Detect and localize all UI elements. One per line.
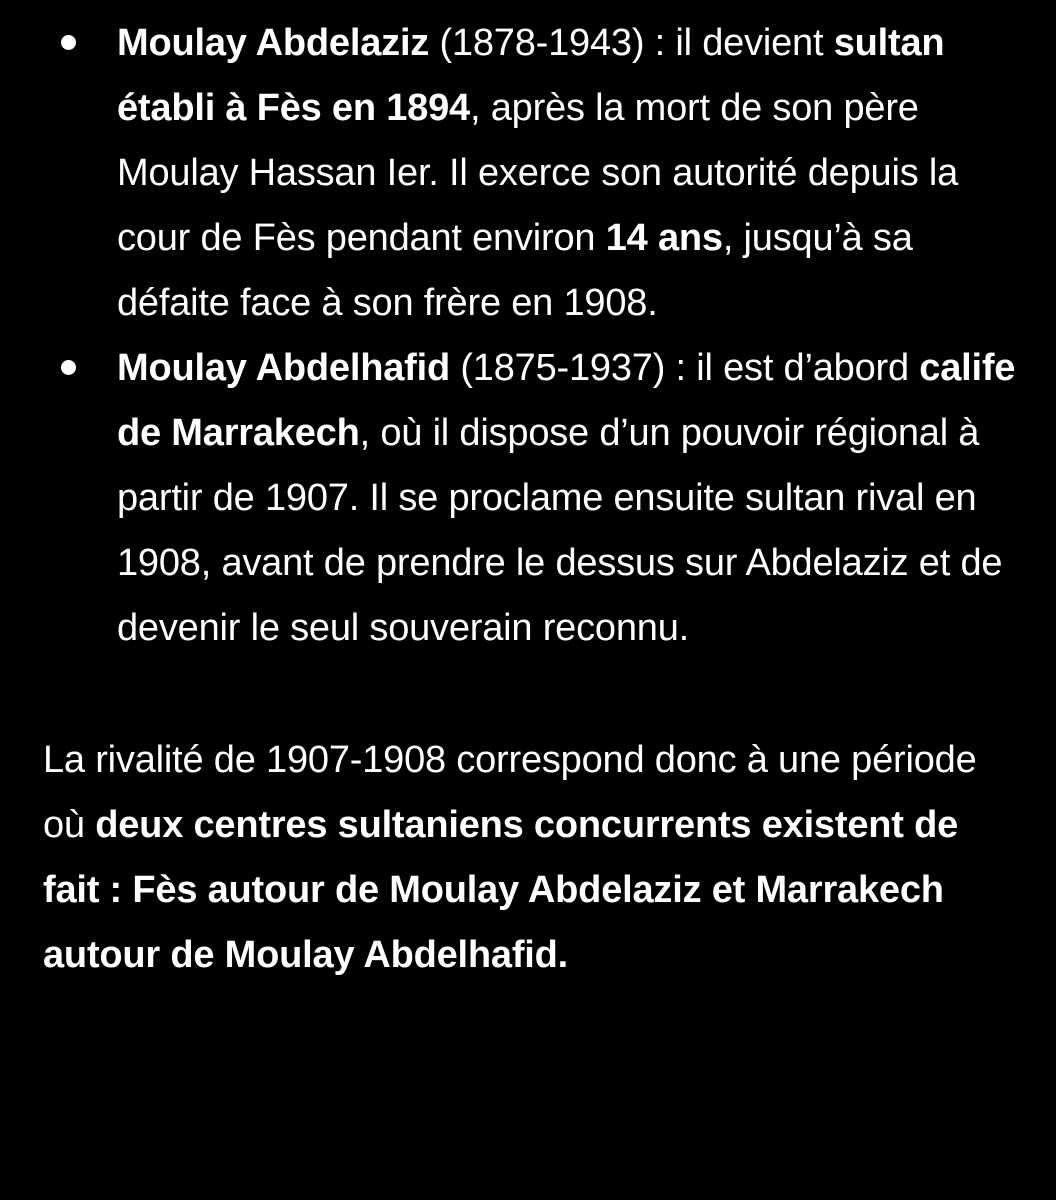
sultans-list: [43, 11, 1016, 661]
conclusion-text: La rivalité de 1907-1908 correspond donc à une période où: [43, 739, 977, 846]
sultan-description-end: , où il dispose d’un pouvoir régional à partir de 1907. Il se proclame ensuite sultan rival en 1908, avant de prendre le dessus sur Abdelaziz et de devenir le seul souverain reconnu.: [117, 412, 1003, 649]
list-item-abdelaziz: [43, 11, 1016, 336]
sultan-role: sultan établi à Fès en 1894: [117, 22, 945, 129]
sultan-description: , après la mort de son père Moulay Hassan Ier. Il exerce son autorité depuis la cour de Fès pendant environ: [117, 87, 959, 259]
reign-duration: 14 ans: [605, 217, 723, 259]
sultan-role: calife de Marrakech: [117, 347, 1016, 454]
bullet-dot-icon: [61, 35, 76, 50]
list-item-abdelhafid: [43, 336, 1016, 661]
sultan-name: Moulay Abdelhafid: [117, 347, 450, 389]
sultan-dates: (1875-1937) : il est d’abord: [449, 347, 920, 389]
bullet-dot-icon: [61, 360, 76, 375]
conclusion-bold-text: deux centres sultaniens concurrents existent de fait : Fès autour de Moulay Abdelaziz et Marrakech autour de Moulay Abdelhafid.: [43, 804, 959, 976]
sultan-description-end: , jusqu’à sa défaite face à son frère en 1908.: [117, 217, 913, 324]
sultan-name: Moulay Abdelaziz: [117, 22, 430, 64]
sultan-dates: (1878-1943) : il devient: [429, 22, 834, 64]
conclusion-paragraph: [43, 728, 1016, 988]
